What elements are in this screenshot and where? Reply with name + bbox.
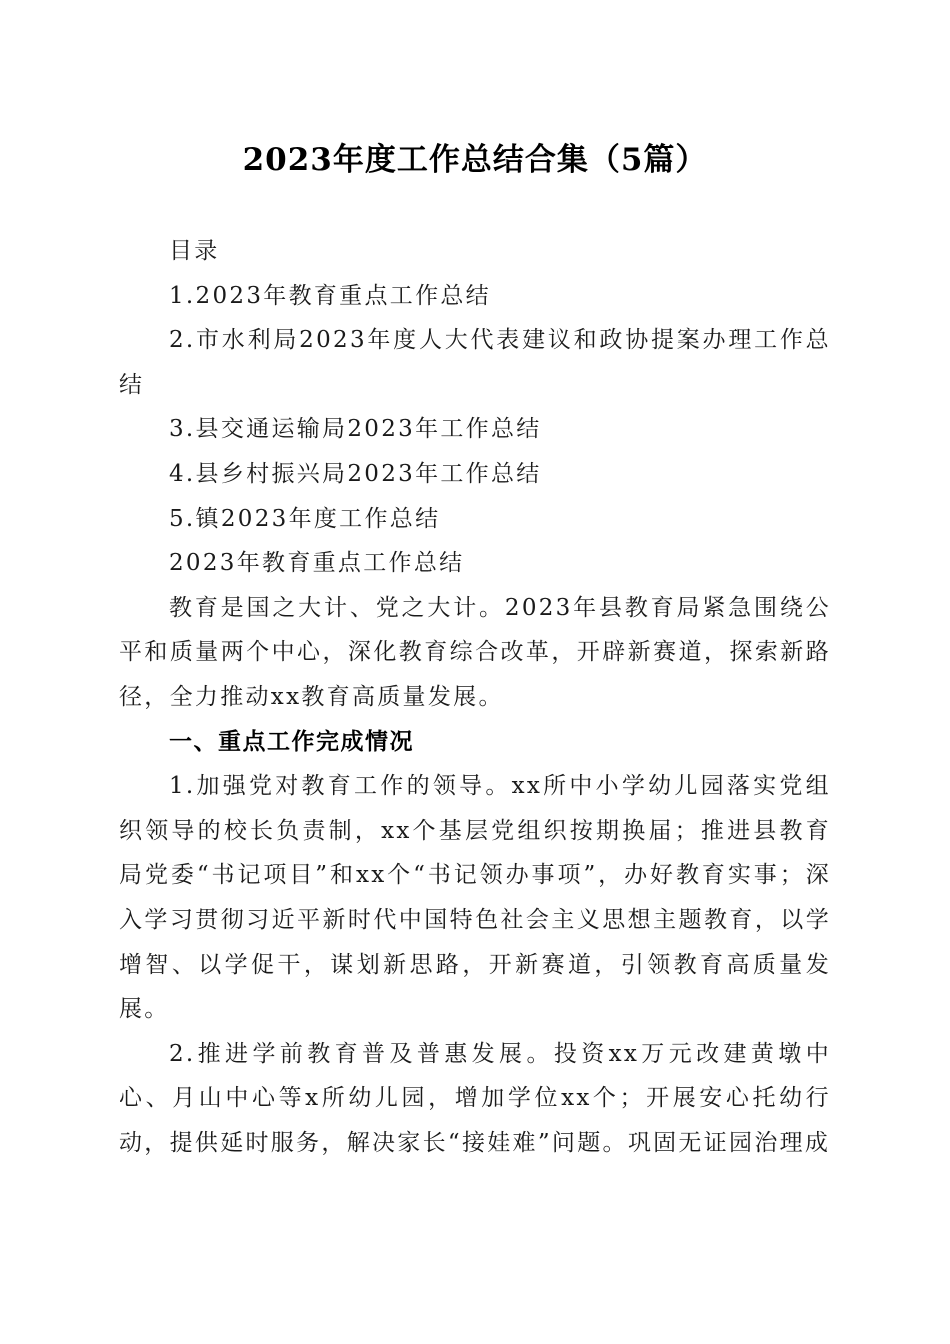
toc-item: 1.2023年教育重点工作总结 [169, 282, 491, 309]
section-heading: 一、重点工作完成情况 [169, 728, 414, 755]
article-title: 2023年教育重点工作总结 [169, 550, 465, 577]
toc-heading: 目录 [169, 238, 220, 264]
document-title: 2023年度工作总结合集（5篇） [242, 142, 708, 178]
document-body [119, 229, 831, 1165]
body-paragraph: 2.推进学前教育普及普惠发展。投资xx万元改建黄墩中心、月山中心等x所幼儿园，增加学位xx个；开展安心托幼行动，提供延时服务，解决家长“接娃难”问题。巩固无证园治理成 [119, 1040, 831, 1156]
intro-paragraph: 教育是国之大计、党之大计。2023年县教育局紧急围绕公平和质量两个中心，深化教育综合改革，开辟新赛道，探索新路径，全力推动xx教育高质量发展。 [119, 594, 831, 710]
toc-item: 5.镇2023年度工作总结 [169, 505, 441, 532]
toc-item: 4.县乡村振兴局2023年工作总结 [169, 460, 542, 487]
body-paragraph: 1.加强党对教育工作的领导。xx所中小学幼儿园落实党组织领导的校长负责制，xx个基层党组织按期换届；推进县教育局党委“书记项目”和xx个“书记领办事项”，办好教育实事；深入学习贯彻习近平新时代中国特色社会主义思想主题教育，以学增智、以学促干，谋划新思路，开新赛道，引领教育高质量发展。 [119, 773, 831, 1023]
toc-item: 3.县交通运输局2023年工作总结 [169, 416, 542, 443]
toc-item: 2.市水利局2023年度人大代表建议和政协提案办理工作总结 [119, 327, 831, 398]
